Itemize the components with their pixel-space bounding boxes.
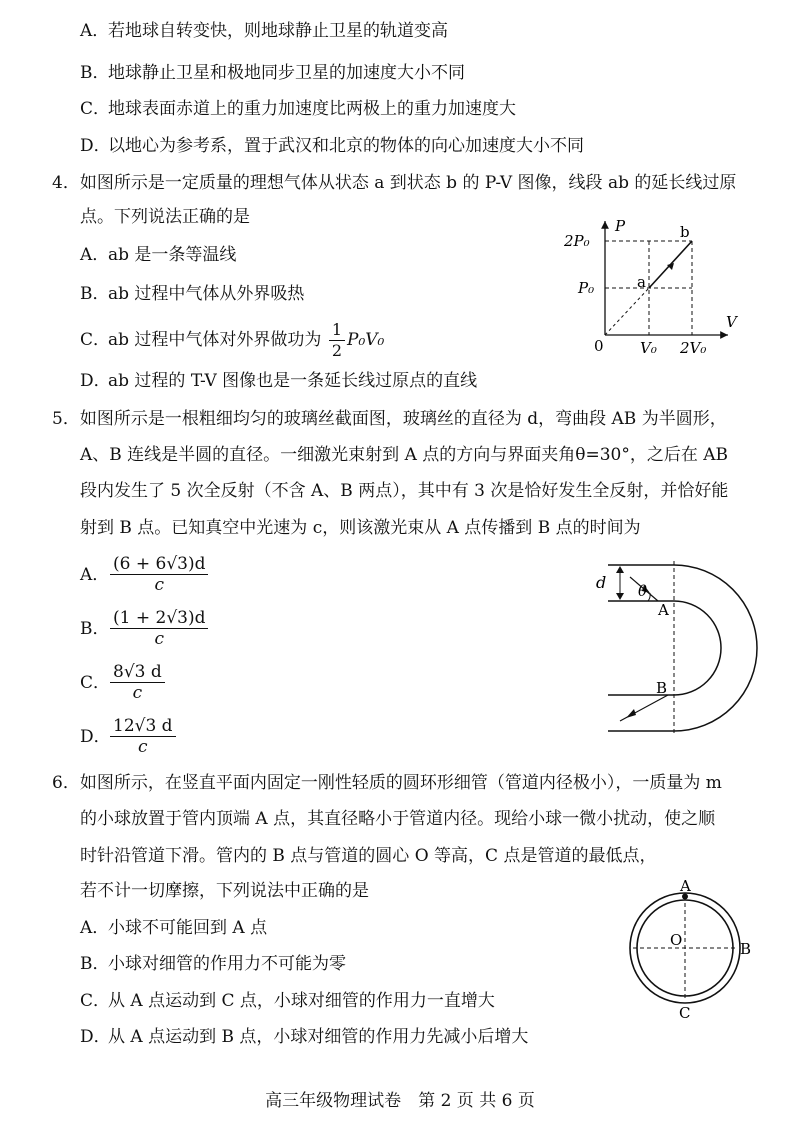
arrow-down-icon: [616, 593, 624, 600]
arrow-up-icon: [616, 566, 624, 573]
pv-diagram: [560, 215, 740, 365]
q4-option-b: B．ab 过程中气体从外界吸热: [80, 284, 305, 304]
q3-option-b: B．地球静止卫星和极地同步卫星的加速度大小不同: [80, 63, 465, 83]
q4-option-d: D．ab 过程的 T-V 图像也是一条延长线过原点的直线: [80, 371, 478, 391]
point-o-label: O: [670, 931, 683, 949]
fiber-outer-edge: [608, 565, 757, 731]
q6-option-b: B．小球对细管的作用力不可能为零: [80, 954, 346, 974]
q4-option-a: A．ab 是一条等温线: [80, 245, 237, 265]
tick-2p0: 2P₀: [564, 232, 590, 250]
q5-option-d: D． $\frac{12√3 d}{c}$: [80, 716, 178, 757]
q6-number: 6．: [52, 773, 80, 793]
q6-stem-line2: 的小球放置于管内顶端 A 点，其直径略小于管道内径。现给小球一微小扰动，使之顺: [80, 809, 716, 829]
q5-option-b: B． $\frac{(1 + 2√3)d}{c}$: [80, 608, 210, 649]
theta-arc: [648, 593, 650, 601]
tick-p0: P₀: [578, 279, 595, 297]
point-b-label: b: [680, 223, 690, 241]
dashed-extension: [605, 288, 649, 335]
q5-stem-line2: A、B 连线是半圆的直径。一细激光束射到 A 点的方向与界面夹角θ=30°，之后在 AB: [80, 445, 729, 465]
q3-option-d: D．以地心为参考系，置于武汉和北京的物体的向心加速度大小不同: [80, 136, 584, 156]
v-axis-label: V: [726, 313, 737, 331]
q6-option-a: A．小球不可能回到 A 点: [80, 918, 268, 938]
q5-stem-line4: 射到 B 点。已知真空中光速为 c，则该激光束从 A 点传播到 B 点的时间为: [80, 518, 641, 538]
tick-v0: V₀: [640, 339, 657, 357]
point-c-label: C: [679, 1004, 691, 1022]
origin-label: 0: [594, 337, 604, 355]
q6-option-c: C．从 A 点运动到 C 点，小球对细管的作用力一直增大: [80, 991, 495, 1011]
q4-number: 4．: [52, 173, 80, 193]
q3-option-a: A．若地球自转变快，则地球静止卫星的轨道变高: [80, 21, 448, 41]
point-a-label: A: [680, 877, 691, 895]
exit-arrow-icon: [626, 709, 636, 718]
q6-option-d: D．从 A 点运动到 B 点，小球对细管的作用力先减小后增大: [80, 1027, 529, 1047]
q5-option-c: C． $\frac{8√3 d}{c}$: [80, 662, 167, 703]
q6-stem-line4: 若不计一切摩擦，下列说法中正确的是: [80, 881, 369, 901]
point-b-label: B: [656, 679, 668, 697]
d-label: d: [596, 573, 607, 592]
q5-number: 5．: [52, 409, 80, 429]
ring-pipe-diagram: [620, 878, 760, 1023]
fraction-one-half: $\frac{1}{2}$: [329, 320, 345, 361]
tick-2v0: 2V₀: [680, 339, 707, 357]
point-a-label: a: [637, 273, 646, 291]
q6-stem-line3: 时针沿管道下滑。管内的 B 点与管道的圆心 O 等高，C 点是管道的最低点，: [80, 846, 657, 866]
q6-stem-line1: 6．如图所示，在竖直平面内固定一刚性轻质的圆环形细管（管道内径极小），一质量为 m: [52, 773, 722, 793]
q4-stem-line2: 点。下列说法正确的是: [80, 207, 250, 227]
q5-stem-line3: 段内发生了 5 次全反射（不含 A、B 两点），其中有 3 次是恰好发生全反射，并恰好能: [80, 481, 729, 501]
point-a-label: A: [658, 601, 669, 619]
glass-fiber-diagram: [590, 555, 760, 735]
point-b-label: B: [740, 940, 752, 958]
theta-label: θ: [638, 582, 648, 600]
q4-option-c: C．ab 过程中气体对外界做功为 $\frac{1}{2}$ P₀V₀: [80, 320, 385, 360]
p-axis-label: P: [615, 217, 626, 235]
q4-stem-line1: 4．如图所示是一定质量的理想气体从状态 a 到状态 b 的 P-V 图像，线段 ab 的延长线过原: [52, 173, 737, 193]
q3-option-c: C．地球表面赤道上的重力加速度比两极上的重力加速度大: [80, 99, 516, 119]
q5-stem-line1: 5．如图所示是一根粗细均匀的玻璃丝截面图，玻璃丝的直径为 d，弯曲段 AB 为半圆形，: [52, 409, 727, 429]
page-footer: 高三年级物理试卷 第 2 页 共 6 页: [265, 1091, 535, 1111]
q5-option-a: A． $\frac{(6 + 6√3)d}{c}$: [80, 554, 210, 595]
